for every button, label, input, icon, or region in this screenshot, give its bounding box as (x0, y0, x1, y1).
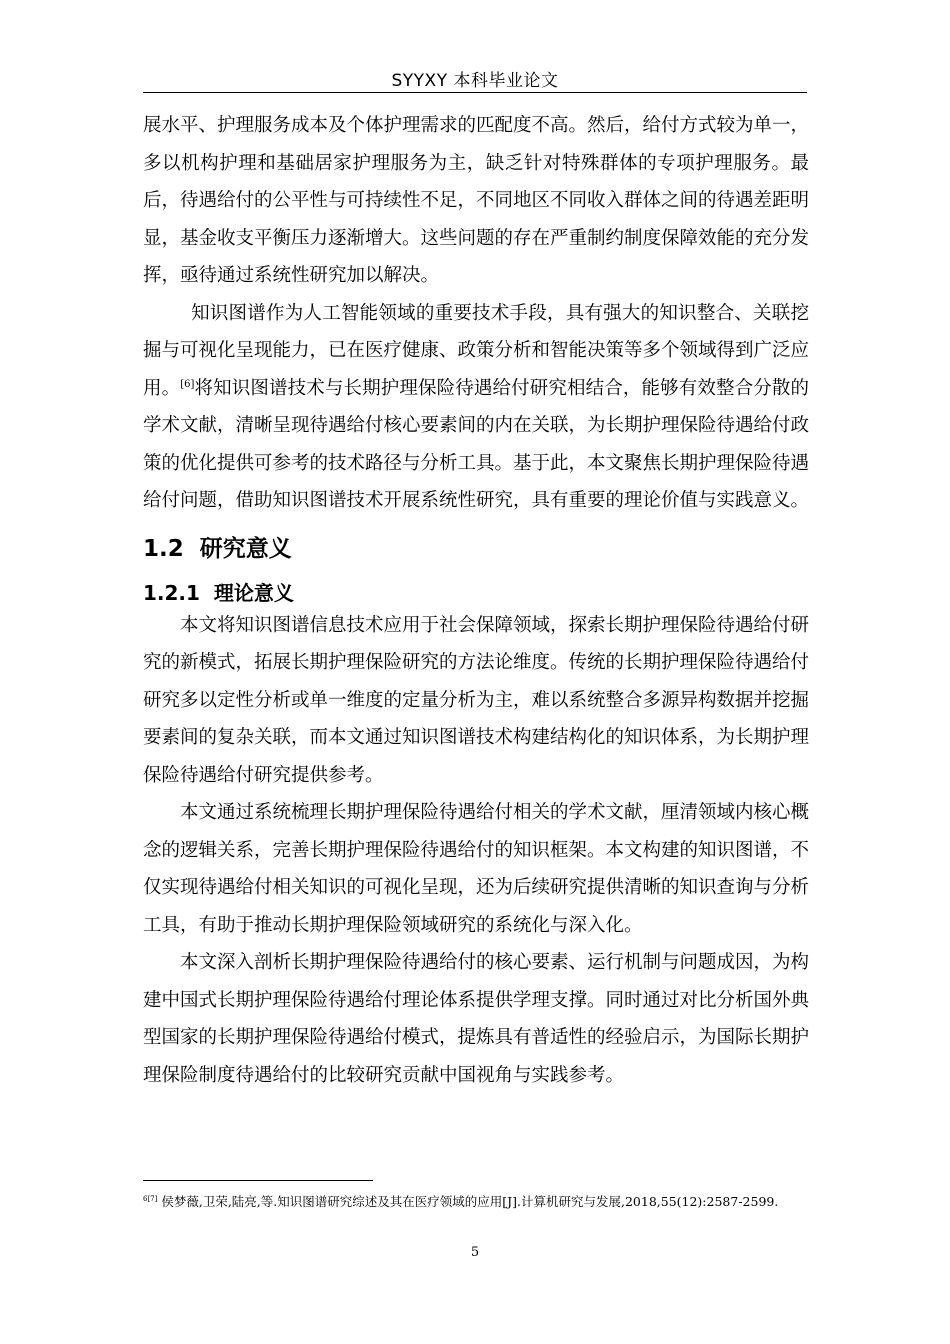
body-text (143, 107, 809, 1094)
paragraph: 本文通过系统梳理长期护理保险待遇给付相关的学术文献，厘清领域内核心概念的逻辑关系，完善长期护理保险待遇给付的知识框架。本文构建的知识图谱，不仅实现待遇给付相关知识的可视化呈现，还为后续研究提供清晰的知识查询与分析工具，有助于推动长期护理保险领域研究的系统化与深入化。 (143, 802, 810, 936)
paragraph-part: 将知识图谱技术与长期护理保险待遇给付研究相结合，能够有效整合分散的学术文献，清晰呈现待遇给付核心要素间的内在关联，为长期护理保险待遇给付政策的优化提供可参考的技术路径与分析工具。基于此，本文聚焦长期护理保险待遇给付问题，借助知识图谱技术开展系统性研究，具有重要的理论价值与实践意义。 (143, 377, 810, 511)
paragraph: 本文深入剖析长期护理保险待遇给付的核心要素、运行机制与问题成因，为构建中国式长期护理保险待遇给付理论体系提供学理支撑。同时通过对比分析国外典型国家的长期护理保险待遇给付模式，提炼具有普适性的经验启示，为国际长期护理保险制度待遇给付的比较研究贡献中国视角与实践参考。 (143, 952, 810, 1086)
header-rule (143, 92, 807, 93)
section-heading-1-2-1 (143, 573, 809, 607)
section-heading-1-2 (143, 520, 809, 573)
paragraph-continued: 展水平、护理服务成本及个体护理需求的匹配度不高。然后，给付方式较为单一，多以机构护理和基础居家护理服务为主，缺乏针对特殊群体的专项护理服务。最后，待遇给付的公平性与可持续性不足，不同地区不同收入群体之间的待遇差距明显，基金收支平衡压力逐渐增大。这些问题的存在严重制约制度保障效能的充分发挥，亟待通过系统性研究加以解决。 (143, 115, 810, 286)
footnote-rule (143, 1180, 373, 1181)
footnote (143, 1192, 807, 1211)
footnote-text: 侯梦薇,卫荣,陆亮,等.知识图谱研究综述及其在医疗领域的应用[J].计算机研究与发展,2018,55(12):2587-2599. (157, 1194, 779, 1209)
paragraph-part: 知识图谱作为人工智能领域的重要技术手段，具有强大的知识整合、关联挖掘与可视化呈现能力，已在医疗健康、政策分析和智能决策等多个领域得到广泛应用。 (143, 302, 810, 399)
section-title: 研究意义 (199, 535, 292, 562)
page-number: 5 (470, 1245, 480, 1260)
section-number: 1.2.1 (143, 580, 200, 605)
citation-marker: [6] (180, 378, 195, 390)
running-header: SYYXY 本科毕业论文 (391, 71, 559, 91)
section-number: 1.2 (143, 535, 184, 562)
footnote-marker: 6[7] (143, 1195, 158, 1203)
paragraph: 本文将知识图谱信息技术应用于社会保障领域，探索长期护理保险待遇给付研究的新模式，拓展长期护理保险研究的方法论维度。传统的长期护理保险待遇给付研究多以定性分析或单一维度的定量分析为主，难以系统整合多源异构数据并挖掘要素间的复杂关联，而本文通过知识图谱技术构建结构化的知识体系，为长期护理保险待遇给付研究提供参考。 (143, 614, 810, 786)
paragraph-knowledge-graph (143, 295, 809, 520)
section-title: 理论意义 (213, 580, 294, 605)
